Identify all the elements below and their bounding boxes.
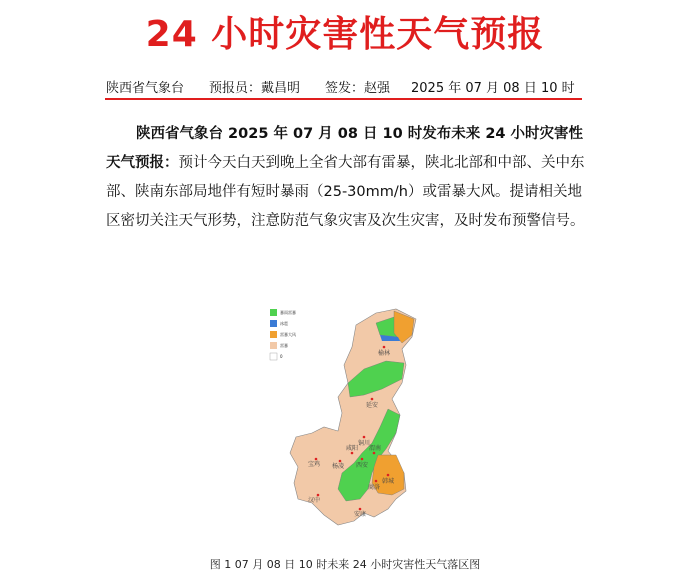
legend-label-4: 雷暴	[280, 343, 288, 348]
issue-datetime: 2025 年 07 月 08 日 10 时	[411, 81, 575, 96]
map-caption: 图 1 07 月 08 日 10 时未来 24 小时灾害性天气落区图	[209, 558, 481, 571]
city-label-xianyang: 咸阳	[346, 445, 359, 452]
city-dot	[363, 436, 366, 439]
city-dot	[375, 480, 378, 483]
legend-label-1: 暴雨雷暴	[280, 310, 296, 315]
legend-swatch-2	[270, 320, 277, 327]
city-label-baoji: 宝鸡	[308, 461, 321, 468]
city-label-yangling: 杨凌	[332, 463, 345, 470]
city-label-shangluo: 商洛	[368, 484, 381, 491]
legend-swatch-4	[270, 342, 277, 349]
document-title: 24 小时灾害性天气预报	[145, 14, 545, 55]
forecast-text: 预计今天白天到晚上全省大部有雷暴，陕北北部和中部、关中东部、陕南东部局地伴有短时暴雨（25-30mm/h）或雷暴大风。提请相关地区密切关注天气形势，注意防范气象灾害及次生灾害，及时发布预警信号。	[106, 155, 585, 229]
issuer: 陕西省气象台	[106, 81, 185, 96]
city-dot	[317, 494, 320, 497]
city-dot	[315, 458, 318, 461]
city-dot	[359, 508, 362, 511]
forecast-paragraph	[106, 120, 586, 236]
city-label-xian: 西安	[356, 462, 369, 469]
forecast-map	[268, 303, 438, 553]
city-dot	[373, 452, 376, 455]
city-dot	[339, 460, 342, 463]
city-label-ankang: 安康	[354, 511, 367, 518]
city-label-tongchuan: 铜川	[358, 440, 371, 447]
signer: 签发：赵强	[325, 81, 391, 96]
city-label-hanzhong: 汉中	[308, 497, 321, 504]
issue-info	[106, 77, 580, 97]
city-dot	[361, 458, 364, 461]
legend-swatch-1	[270, 309, 277, 316]
city-label-yulin: 榆林	[378, 350, 391, 357]
legend-label-2: 冰雹	[280, 321, 288, 326]
city-dot	[383, 346, 386, 349]
legend-swatch-3	[270, 331, 277, 338]
legend-label-5: 0	[280, 354, 283, 359]
city-label-weinan: 渭南	[369, 445, 382, 452]
legend-swatch-5	[270, 353, 277, 360]
city-dot	[351, 452, 354, 455]
forecaster: 预报员：戴昌明	[209, 81, 301, 96]
map-legend	[270, 309, 296, 360]
header-divider	[105, 98, 582, 100]
legend-label-3: 雷暴大风	[280, 332, 296, 337]
city-dot	[387, 474, 390, 477]
city-label-hancheng: 韩城	[382, 478, 395, 485]
city-dot	[371, 398, 374, 401]
city-label-yanan: 延安	[366, 402, 379, 409]
forecast-lead: 陕西省气象台 2025 年 07 月 08 日 10 时发布未来 24 小时灾害性天气预报：	[106, 126, 584, 171]
